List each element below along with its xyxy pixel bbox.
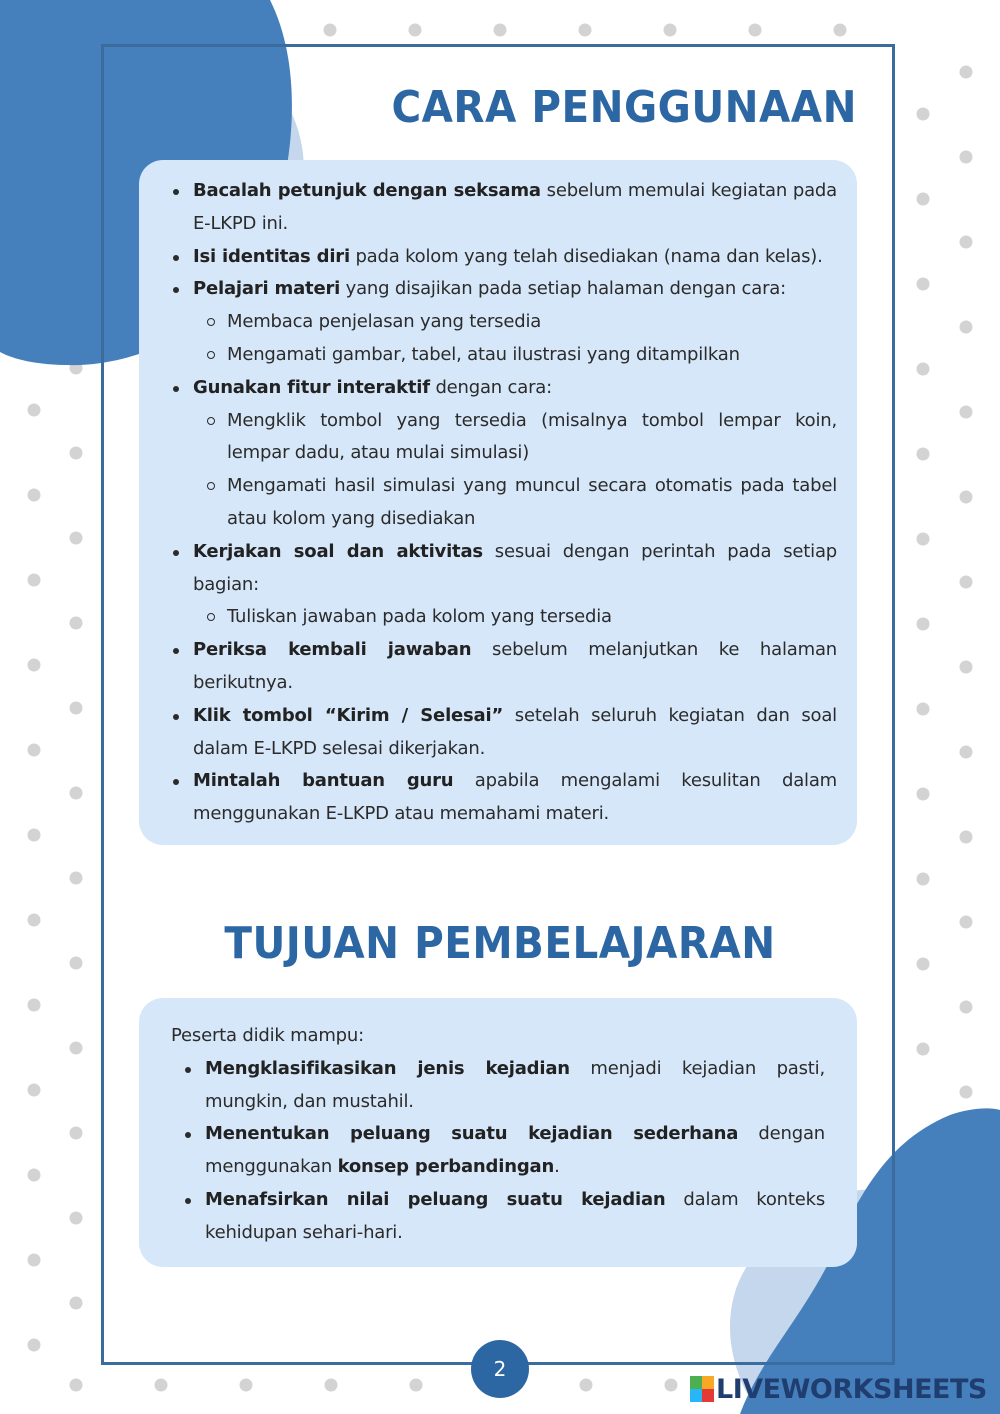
sub-list-item: Mengamati gambar, tabel, atau ilustrasi yang ditampilkan bbox=[205, 339, 837, 372]
list-item: Periksa kembali jawaban sebelum melanjutkan ke halaman berikutnya. bbox=[171, 634, 837, 700]
objectives-list bbox=[183, 1053, 825, 1250]
list-item: Isi identitas diri pada kolom yang telah disediakan (nama dan kelas). bbox=[171, 241, 837, 274]
list-item: Klik tombol “Kirim / Selesai” setelah seluruh kegiatan dan soal dalam E-LKPD selesai dikerjakan. bbox=[171, 700, 837, 766]
list-item: Bacalah petunjuk dengan seksama sebelum memulai kegiatan pada E-LKPD ini. bbox=[171, 175, 837, 241]
list-item: Gunakan fitur interaktif dengan cara: Mengklik tombol yang tersedia (misalnya tombol lempar koin, lempar dadu, atau mulai simulasi) Mengamati hasil simulasi yang muncul secara otomatis pada tabel atau kolom yang disediakan bbox=[171, 372, 837, 536]
cara-penggunaan-panel bbox=[139, 160, 857, 845]
watermark-text: LIVEWORKSHEETS bbox=[716, 1373, 987, 1405]
list-item: Menentukan peluang suatu kejadian sederhana dengan menggunakan konsep perbandingan. bbox=[183, 1118, 825, 1184]
list-item: Mengklasifikasikan jenis kejadian menjadi kejadian pasti, mungkin, dan mustahil. bbox=[183, 1053, 825, 1119]
page-number-badge: 2 bbox=[471, 1340, 529, 1398]
liveworksheets-watermark bbox=[690, 1372, 987, 1406]
section-title-tujuan-pembelajaran: TUJUAN PEMBELAJARAN bbox=[224, 918, 776, 969]
tujuan-pembelajaran-panel bbox=[139, 998, 857, 1267]
list-item: Mintalah bantuan guru apabila mengalami kesulitan dalam menggunakan E-LKPD atau memahami materi. bbox=[171, 765, 837, 831]
list-item: Kerjakan soal dan aktivitas sesuai dengan perintah pada setiap bagian: Tuliskan jawaban pada kolom yang tersedia bbox=[171, 536, 837, 634]
sub-list bbox=[205, 405, 837, 536]
liveworksheets-logo-icon bbox=[690, 1376, 714, 1402]
sub-list-item: Mengamati hasil simulasi yang muncul secara otomatis pada tabel atau kolom yang disediakan bbox=[205, 470, 837, 536]
list-item: Menafsirkan nilai peluang suatu kejadian dalam konteks kehidupan sehari-hari. bbox=[183, 1184, 825, 1250]
sub-list-item: Mengklik tombol yang tersedia (misalnya tombol lempar koin, lempar dadu, atau mulai simulasi) bbox=[205, 405, 837, 471]
section-title-cara-penggunaan: CARA PENGGUNAAN bbox=[391, 82, 857, 133]
instruction-list bbox=[171, 175, 837, 831]
sub-list bbox=[205, 306, 837, 372]
sub-list bbox=[205, 601, 837, 634]
objectives-intro: Peserta didik mampu: bbox=[171, 1025, 364, 1046]
sub-list-item: Membaca penjelasan yang tersedia bbox=[205, 306, 837, 339]
list-item: Pelajari materi yang disajikan pada setiap halaman dengan cara: Membaca penjelasan yang tersedia Mengamati gambar, tabel, atau ilustrasi yang ditampilkan bbox=[171, 273, 837, 371]
sub-list-item: Tuliskan jawaban pada kolom yang tersedia bbox=[205, 601, 837, 634]
